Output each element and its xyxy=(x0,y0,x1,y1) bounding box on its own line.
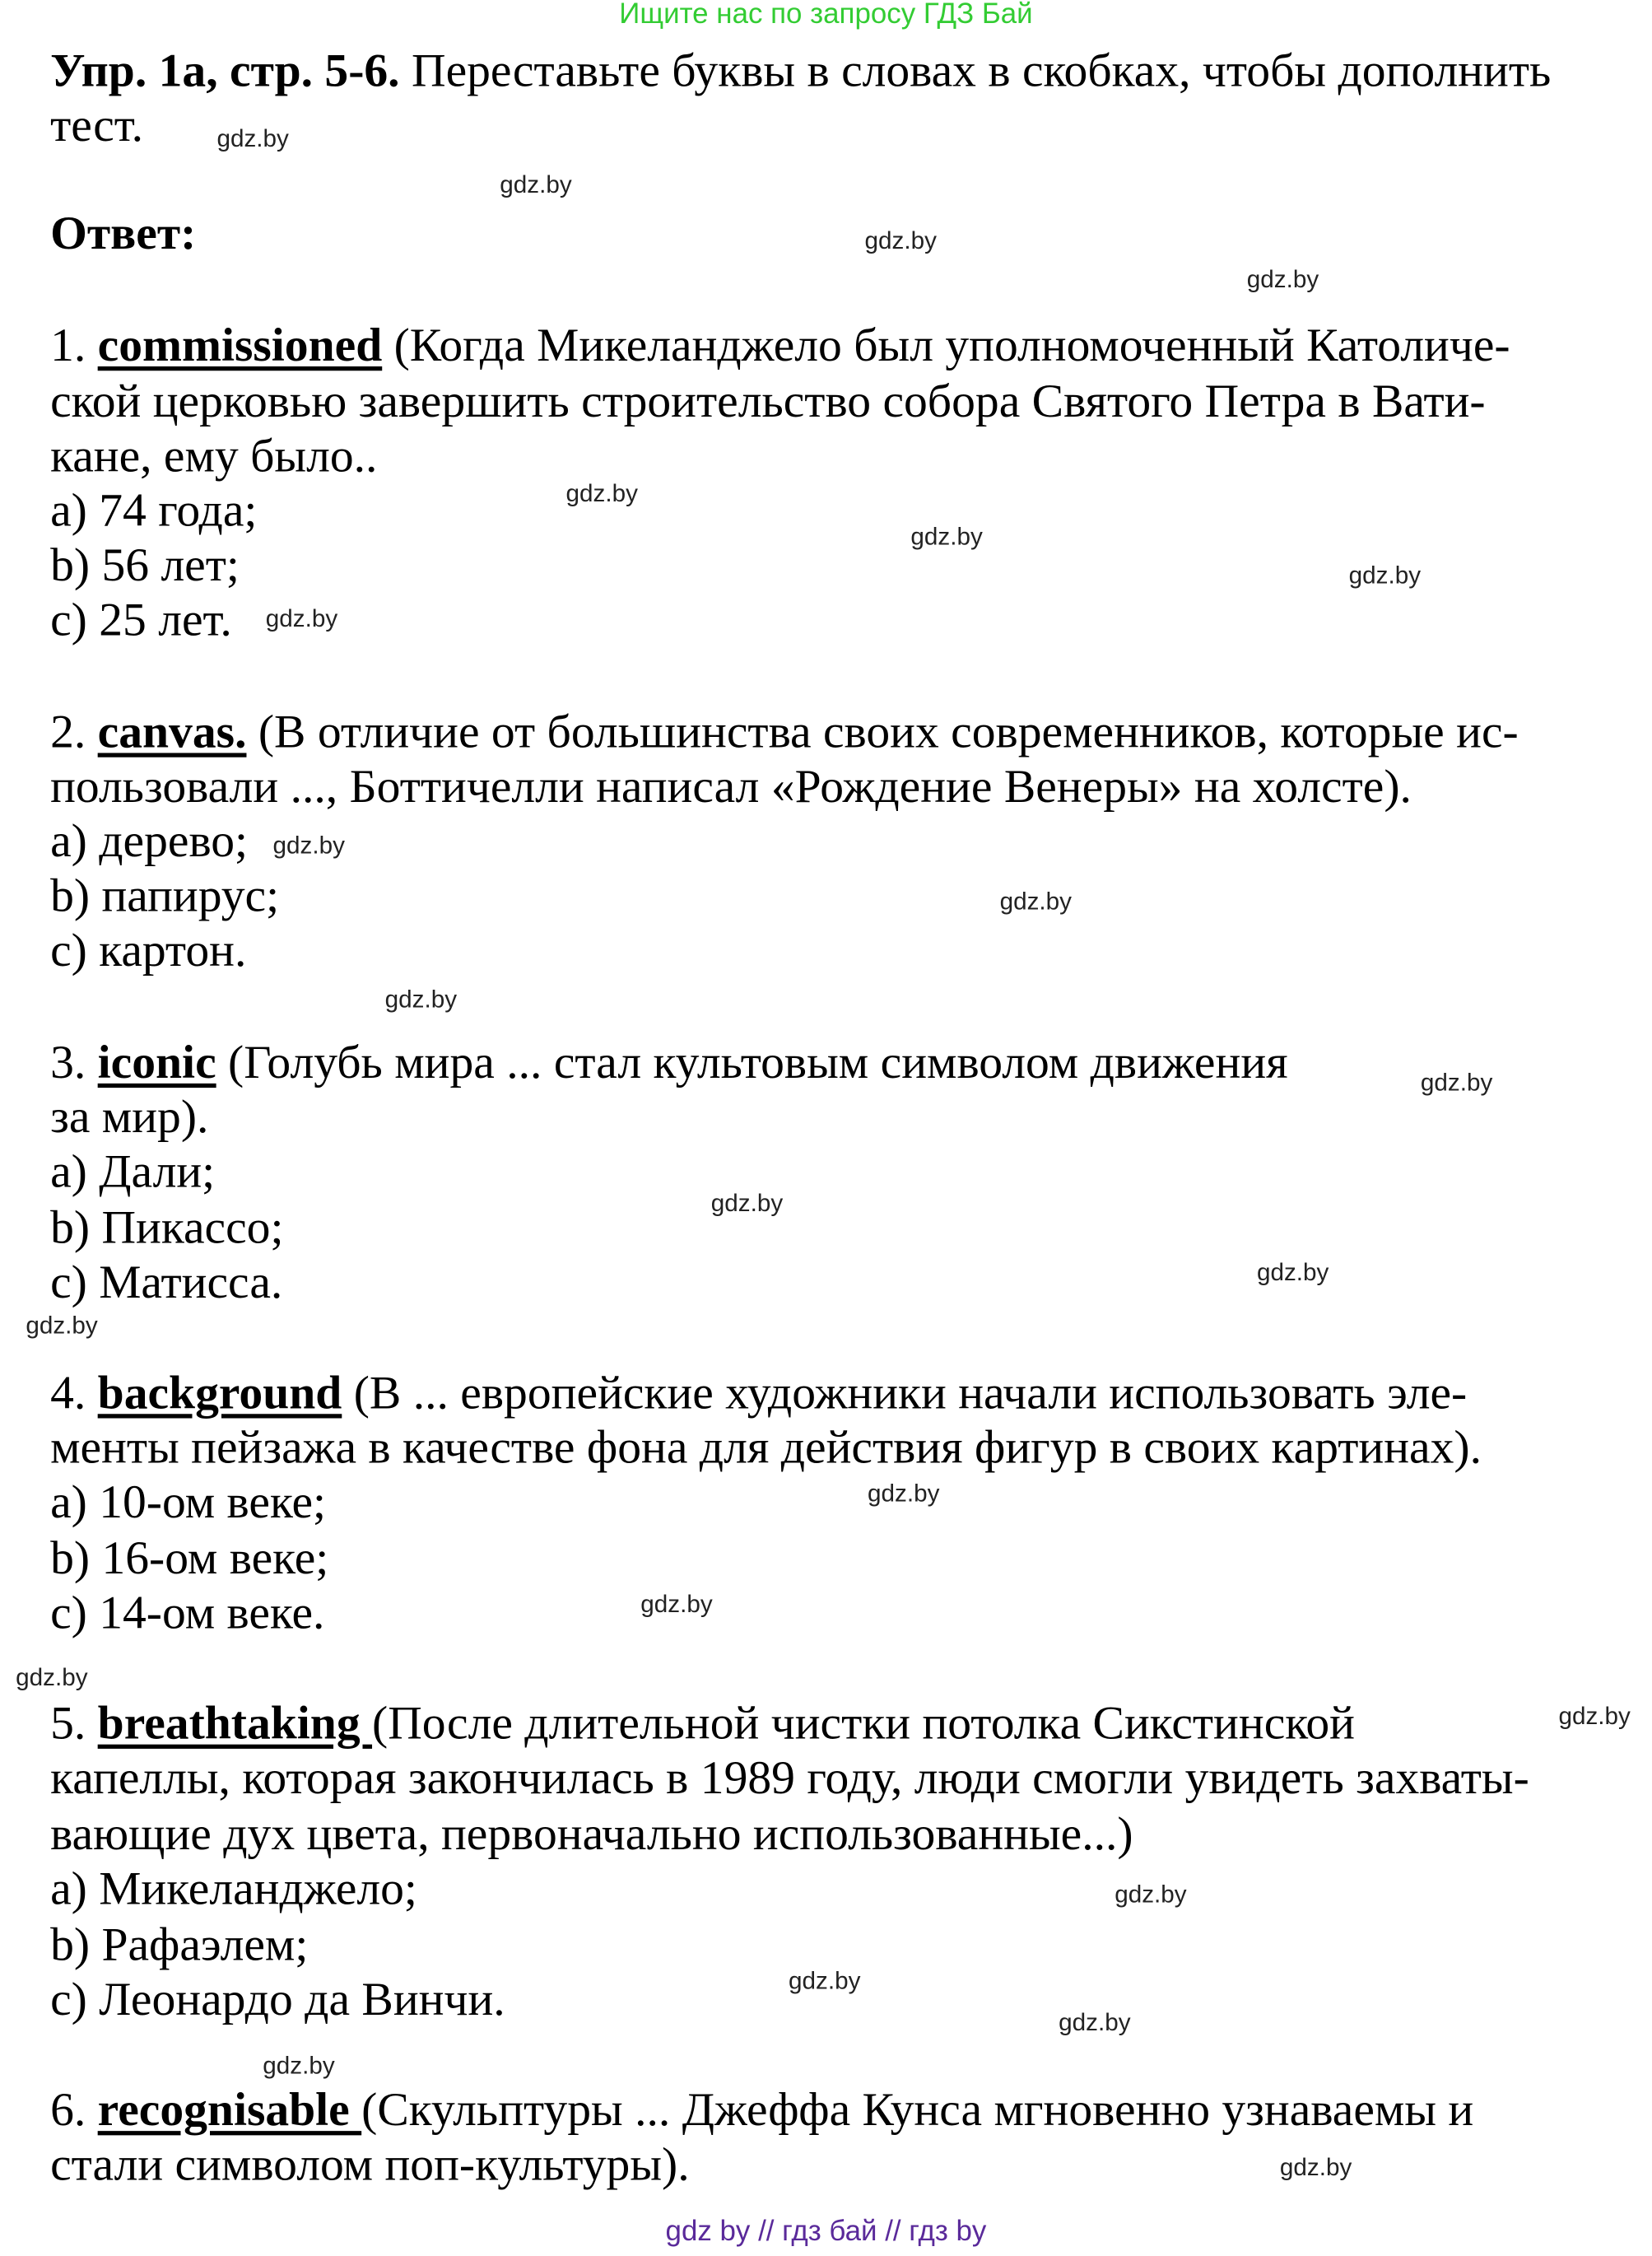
item-text: (После длительной чистки потолка Сикстинской xyxy=(372,1698,1355,1750)
item-3-first-line xyxy=(50,1035,1288,1093)
item-1-first-line xyxy=(50,318,1510,375)
item-5-first-line xyxy=(50,1695,1355,1753)
watermark-text: gdz.by xyxy=(1246,265,1319,294)
item-number: 5. xyxy=(50,1698,98,1750)
answer-option: a) 74 года; xyxy=(50,485,258,538)
item-text: (Когда Микеланджело был уполномоченный Католиче- xyxy=(382,320,1510,373)
answer-option: b) Пикассо; xyxy=(50,1202,284,1255)
watermark-text: gdz.by xyxy=(272,832,345,860)
item-text-line: ской церковью завершить строительство собора Святого Петра в Вати- xyxy=(50,376,1486,429)
item-text: (В отличие от большинства своих современников, которые ис- xyxy=(246,706,1519,759)
item-text: (Скульптуры ... Джеффа Кунса мгновенно узнаваемы и xyxy=(361,2085,1474,2137)
watermark-text: gdz.by xyxy=(1115,1881,1187,1909)
item-text: (Голубь мира ... стал культовым символом движения xyxy=(216,1037,1288,1089)
item-number: 3. xyxy=(50,1037,98,1089)
item-text: (В ... европейские художники начали использовать эле- xyxy=(342,1368,1468,1420)
watermark-text: gdz.by xyxy=(640,1590,713,1619)
watermark-text: gdz.by xyxy=(16,1663,88,1692)
item-number: 6. xyxy=(50,2085,98,2137)
watermark-text: gdz.by xyxy=(565,479,638,508)
watermark-text: gdz.by xyxy=(216,124,289,152)
answer-option: a) 10-ом веке; xyxy=(50,1477,327,1529)
item-number: 1. xyxy=(50,320,98,373)
item-text-line: кане, ему было.. xyxy=(50,431,378,483)
item-4-first-line xyxy=(50,1365,1467,1423)
header-banner[interactable]: Ищите нас по запросу ГДЗ Бай xyxy=(619,0,1033,30)
watermark-text: gdz.by xyxy=(384,986,458,1014)
footer-links[interactable]: gdz by // гдз бай // гдз by xyxy=(665,2216,987,2248)
answer-option: b) папирус; xyxy=(50,870,280,923)
answer-keyword: commissioned xyxy=(97,320,383,373)
answer-label: Ответ: xyxy=(50,208,197,260)
answer-option: c) картон. xyxy=(50,925,247,977)
answer-keyword: recognisable xyxy=(97,2085,362,2137)
item-text-line: менты пейзажа в качестве фона для действия фигур в своих картинах). xyxy=(50,1422,1482,1475)
watermark-text: gdz.by xyxy=(1558,1703,1631,1731)
answer-keyword: iconic xyxy=(97,1037,216,1089)
watermark-text: gdz.by xyxy=(1348,562,1422,590)
answer-option: c) 14-ом веке. xyxy=(50,1587,325,1640)
item-number: 2. xyxy=(50,706,98,759)
item-text-line: капеллы, которая закончилась в 1989 году, люди смогли увидеть захваты- xyxy=(50,1753,1529,1805)
answer-option: b) 16-ом веке; xyxy=(50,1533,329,1585)
item-2-first-line xyxy=(50,704,1519,762)
answer-keyword: breathtaking xyxy=(97,1698,373,1750)
watermark-text: gdz.by xyxy=(1256,1258,1329,1286)
answer-option: b) 56 лет; xyxy=(50,540,240,593)
watermark-text: gdz.by xyxy=(500,170,572,198)
watermark-text: gdz.by xyxy=(710,1190,784,1218)
answer-option: a) дерево; xyxy=(50,816,249,869)
exercise-title-line2: тест. xyxy=(50,100,144,152)
item-number: 4. xyxy=(50,1368,98,1420)
answer-option: c) Матисса. xyxy=(50,1257,283,1309)
answer-option: a) Дали; xyxy=(50,1146,216,1199)
item-6-first-line xyxy=(50,2082,1473,2140)
answer-option: c) 25 лет. xyxy=(50,594,232,647)
watermark-text: gdz.by xyxy=(26,1312,98,1340)
answer-option: a) Микеланджело; xyxy=(50,1863,417,1916)
item-text-line: стали символом поп-культуры). xyxy=(50,2139,690,2192)
watermark-text: gdz.by xyxy=(1279,2154,1352,2182)
exercise-number: Упр. 1а, стр. 5-6. xyxy=(50,45,400,98)
watermark-text: gdz.by xyxy=(1059,2008,1131,2036)
answer-keyword: canvas. xyxy=(97,706,247,759)
watermark-text: gdz.by xyxy=(265,604,338,632)
item-text-line: за мир). xyxy=(50,1092,209,1144)
watermark-text: gdz.by xyxy=(263,2052,335,2080)
watermark-text: gdz.by xyxy=(864,226,937,254)
answer-option: c) Леонардо да Винчи. xyxy=(50,1974,505,2026)
watermark-text: gdz.by xyxy=(868,1480,940,1508)
watermark-text: gdz.by xyxy=(789,1967,861,1995)
item-text-line: пользовали ..., Боттичелли написал «Рождение Венеры» на холсте). xyxy=(50,761,1412,813)
exercise-instruction: Переставьте буквы в словах в скобках, чтобы дополнить xyxy=(399,45,1552,98)
watermark-text: gdz.by xyxy=(999,888,1073,916)
exercise-title xyxy=(50,43,1551,100)
answer-keyword: background xyxy=(97,1368,342,1420)
watermark-text: gdz.by xyxy=(1420,1069,1493,1097)
item-text-line: вающие дух цвета, первоначально использованные...) xyxy=(50,1809,1133,1862)
watermark-text: gdz.by xyxy=(910,523,983,551)
answer-option: b) Рафаэлем; xyxy=(50,1919,309,1972)
